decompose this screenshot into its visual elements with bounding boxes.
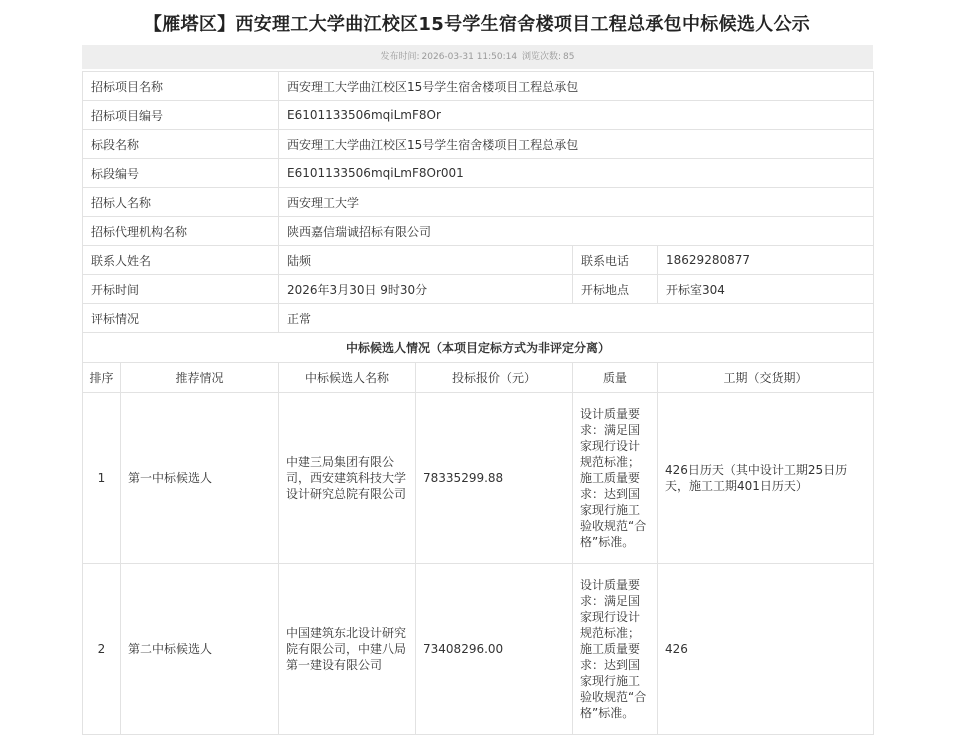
info-value: 西安理工大学曲江校区15号学生宿舍楼项目工程总承包 bbox=[279, 72, 874, 101]
info-row bbox=[83, 72, 874, 101]
info-label: 招标代理机构名称 bbox=[83, 217, 279, 246]
info-row bbox=[83, 246, 874, 275]
info-label: 开标时间 bbox=[83, 275, 279, 304]
candidate-duration: 426日历天（其中设计工期25日历天，施工工期401日历天） bbox=[658, 393, 874, 564]
info-value: 陆频 bbox=[279, 246, 573, 275]
info-value: 西安理工大学 bbox=[279, 188, 874, 217]
table-row bbox=[83, 564, 874, 735]
publish-time-label: 发布时间: bbox=[380, 52, 420, 62]
info-label: 招标项目编号 bbox=[83, 101, 279, 130]
info-label: 招标项目名称 bbox=[83, 72, 279, 101]
column-header: 工期（交货期） bbox=[658, 363, 874, 393]
info-value: 2026年3月30日 9时30分 bbox=[279, 275, 573, 304]
info-value: 开标室304 bbox=[658, 275, 874, 304]
candidate-quality: 设计质量要求：满足国家现行设计规范标准；施工质量要求：达到国家现行施工验收规范“合格”标准。 bbox=[573, 564, 658, 735]
candidate-price: 78335299.88 bbox=[416, 393, 573, 564]
info-value: 西安理工大学曲江校区15号学生宿舍楼项目工程总承包 bbox=[279, 130, 874, 159]
info-row bbox=[83, 304, 874, 333]
candidate-quality: 设计质量要求：满足国家现行设计规范标准；施工质量要求：达到国家现行施工验收规范“合格”标准。 bbox=[573, 393, 658, 564]
candidate-rank: 1 bbox=[83, 393, 121, 564]
info-row bbox=[83, 159, 874, 188]
info-label: 开标地点 bbox=[573, 275, 658, 304]
info-label: 标段名称 bbox=[83, 130, 279, 159]
candidates-heading: 中标候选人情况（本项目定标方式为非评定分离） bbox=[83, 333, 874, 363]
info-row bbox=[83, 275, 874, 304]
views-count: 85 bbox=[563, 52, 575, 62]
publish-time: 2026-03-31 11:50:14 bbox=[421, 52, 518, 62]
column-header: 质量 bbox=[573, 363, 658, 393]
column-header: 排序 bbox=[83, 363, 121, 393]
info-value: 18629280877 bbox=[658, 246, 874, 275]
candidate-price: 73408296.00 bbox=[416, 564, 573, 735]
info-value: 正常 bbox=[279, 304, 874, 333]
info-row bbox=[83, 101, 874, 130]
info-value: E6101133506mqiLmF8Or001 bbox=[279, 159, 874, 188]
table-row bbox=[83, 393, 874, 564]
candidate-name: 中国建筑东北设计研究院有限公司，中建八局第一建设有限公司 bbox=[279, 564, 416, 735]
info-label: 联系电话 bbox=[573, 246, 658, 275]
publish-meta bbox=[82, 45, 873, 69]
info-label: 评标情况 bbox=[83, 304, 279, 333]
views-label: 浏览次数: bbox=[522, 52, 562, 62]
info-label: 标段编号 bbox=[83, 159, 279, 188]
column-header: 推荐情况 bbox=[121, 363, 279, 393]
info-label: 联系人姓名 bbox=[83, 246, 279, 275]
column-header-row bbox=[83, 363, 874, 393]
candidate-recommendation: 第一中标候选人 bbox=[121, 393, 279, 564]
candidate-name: 中建三局集团有限公司，西安建筑科技大学设计研究总院有限公司 bbox=[279, 393, 416, 564]
announcement-table bbox=[82, 71, 874, 735]
info-label: 招标人名称 bbox=[83, 188, 279, 217]
candidate-recommendation: 第二中标候选人 bbox=[121, 564, 279, 735]
page-title: 【雁塔区】西安理工大学曲江校区15号学生宿舍楼项目工程总承包中标候选人公示 bbox=[143, 14, 811, 35]
column-header: 投标报价（元） bbox=[416, 363, 573, 393]
info-row bbox=[83, 217, 874, 246]
candidate-duration: 426 bbox=[658, 564, 874, 735]
info-row bbox=[83, 130, 874, 159]
column-header: 中标候选人名称 bbox=[279, 363, 416, 393]
section-heading-row bbox=[83, 333, 874, 363]
info-row bbox=[83, 188, 874, 217]
candidate-rank: 2 bbox=[83, 564, 121, 735]
info-value: E6101133506mqiLmF8Or bbox=[279, 101, 874, 130]
info-value: 陕西嘉信瑞诚招标有限公司 bbox=[279, 217, 874, 246]
